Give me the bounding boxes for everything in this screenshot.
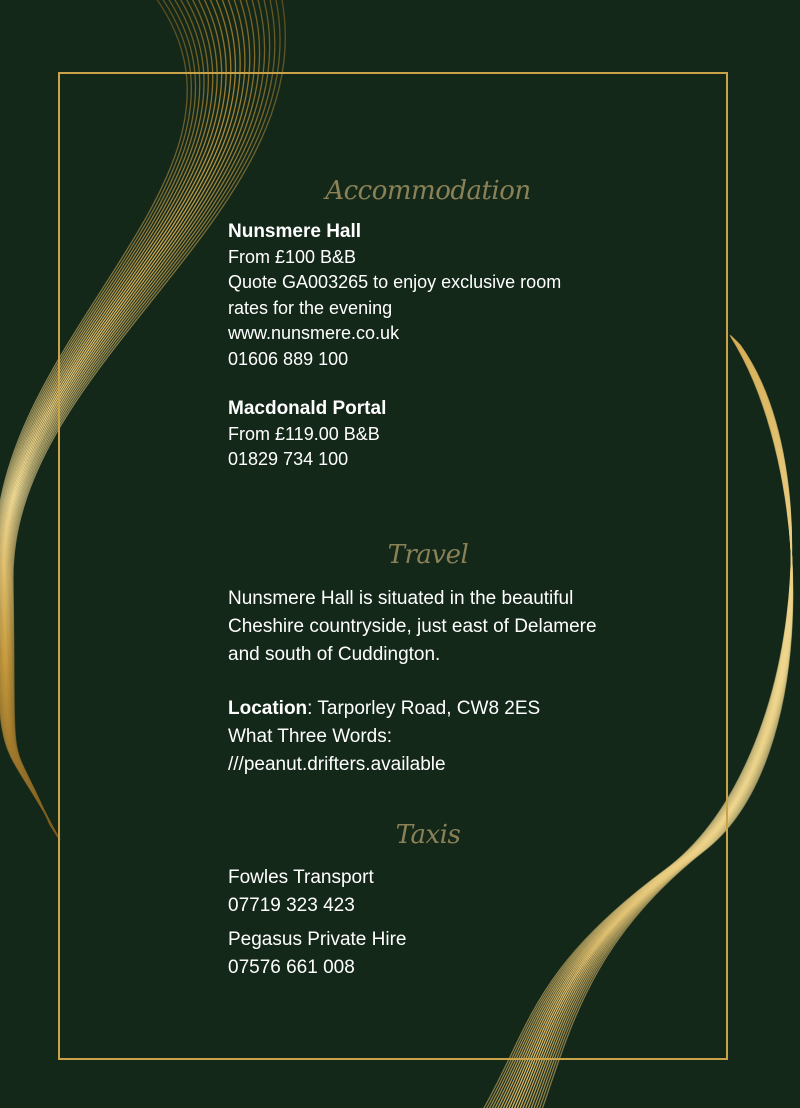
taxi-name: Pegasus Private Hire — [228, 929, 407, 950]
travel-location — [228, 695, 648, 779]
hotel-macdonald-portal — [228, 396, 648, 473]
travel-text-line: Nunsmere Hall is situated in the beautiful — [228, 588, 574, 609]
location-address: : Tarporley Road, CW8 2ES — [307, 698, 541, 719]
hotel-quote: Quote GA003265 to enjoy exclusive room — [228, 272, 562, 292]
accommodation-heading: Accommodation — [325, 176, 531, 206]
hotel-name: Nunsmere Hall — [228, 221, 362, 242]
travel-text-line: Cheshire countryside, just east of Delamere — [228, 616, 597, 637]
taxi-phone: 07719 323 423 — [228, 895, 355, 916]
travel-description — [228, 585, 648, 669]
taxi-phone: 07576 661 008 — [228, 957, 355, 978]
hotel-phone: 01606 889 100 — [228, 348, 349, 369]
location-line — [228, 695, 648, 723]
travel-text-line: and south of Cuddington. — [228, 644, 441, 665]
travel-heading: Travel — [387, 540, 469, 570]
taxi-fowles-transport — [228, 864, 648, 920]
hotel-nunsmere-hall — [228, 219, 648, 372]
hotel-phone: 01829 734 100 — [228, 449, 349, 469]
what-three-words-value: ///peanut.drifters.available — [228, 754, 446, 775]
hotel-quote-continued: rates for the evening — [228, 297, 393, 318]
taxi-pegasus-private-hire — [228, 926, 648, 982]
hotel-website-link[interactable]: www.nunsmere.co.uk — [228, 323, 400, 343]
hotel-price: From £100 B&B — [228, 246, 357, 267]
hotel-name: Macdonald Portal — [228, 398, 387, 419]
location-label: Location — [228, 698, 308, 719]
what-three-words-label: What Three Words: — [228, 726, 393, 747]
taxis-heading: Taxis — [395, 820, 461, 850]
hotel-price: From £119.00 B&B — [228, 423, 380, 444]
taxi-name: Fowles Transport — [228, 867, 374, 888]
